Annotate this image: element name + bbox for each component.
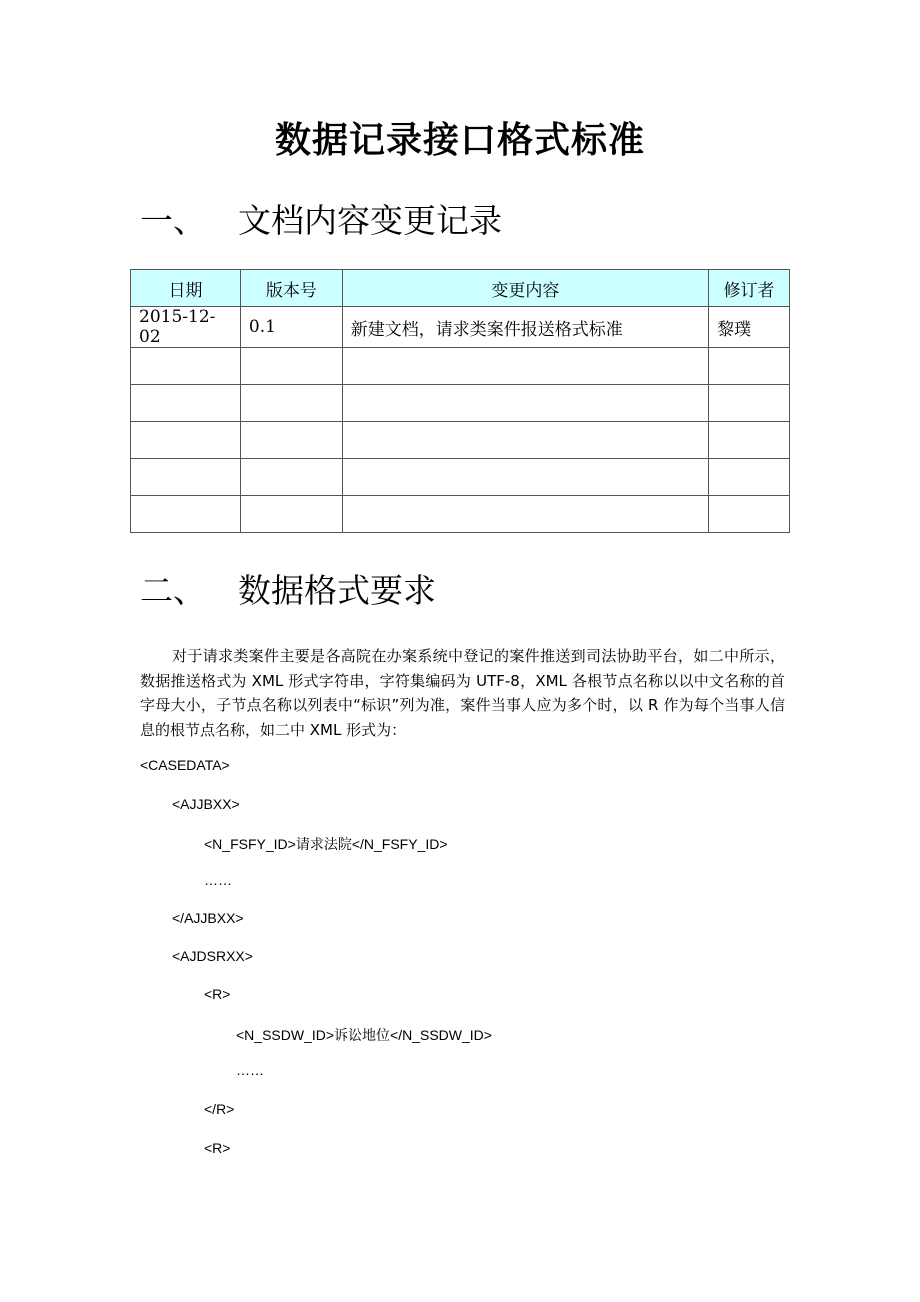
table-cell [240,422,342,459]
xml-line: <CASEDATA> [140,757,230,773]
table-cell [131,385,241,422]
table-cell [240,348,342,385]
xml-line: </AJJBXX> [172,910,244,926]
table-cell [240,496,342,533]
xml-line: <N_SSDW_ID>诉讼地位</N_SSDW_ID> [236,1027,492,1043]
table-cell [131,496,241,533]
table-cell [342,422,708,459]
xml-line: <R> [204,986,231,1002]
section-heading-2 [140,565,436,612]
xml-line: …… [204,872,232,888]
section-number: 二、 [140,571,206,610]
table-row [131,385,790,422]
table-cell [709,348,790,385]
change-log-table [130,269,790,533]
table-cell [342,385,708,422]
header-reviser: 修订者 [709,270,790,307]
xml-line: </R> [204,1101,235,1117]
xml-line: <AJJBXX> [172,796,240,812]
table-cell: 2015-12-02 [131,307,241,348]
table-cell: 0.1 [240,307,342,348]
xml-line: …… [236,1062,264,1078]
header-version: 版本号 [240,270,342,307]
table-cell [342,348,708,385]
table-header-row [131,270,790,307]
table-cell [131,348,241,385]
table-row [131,459,790,496]
table-row [131,307,790,348]
table-cell [709,459,790,496]
table-cell [342,459,708,496]
table-cell: 黎璞 [709,307,790,348]
table-cell [342,496,708,533]
section-title: 文档内容变更记录 [238,201,502,240]
section-title: 数据格式要求 [238,571,436,610]
table-cell [240,459,342,496]
table-cell [240,385,342,422]
table-row [131,422,790,459]
header-date: 日期 [131,270,241,307]
table-row [131,348,790,385]
document-title: 数据记录接口格式标准 [274,119,645,161]
table-row [131,496,790,533]
xml-line: <N_FSFY_ID>请求法院</N_FSFY_ID> [204,836,448,852]
xml-line: <AJDSRXX> [172,948,253,964]
table-cell [709,385,790,422]
section-number: 一、 [140,201,206,240]
body-paragraph: 对于请求类案件主要是各高院在办案系统中登记的案件推送到司法协助平台，如二中所示，数据推送格式为 XML 形式字符串，字符集编码为 UTF-8，XML 各根节点名称以以中文名称的首字母大小，子节点名称以列表中“标识”列为准，案件当事人应为多个时，以 R 作为每个当事人信息的根节点名称，如二中 XML 形式为： [140,647,785,739]
table-cell: 新建文档，请求类案件报送格式标准 [342,307,708,348]
table-cell [709,422,790,459]
table-cell [709,496,790,533]
section-heading-1 [140,195,502,242]
table-cell [131,459,241,496]
header-content: 变更内容 [342,270,708,307]
table-cell [131,422,241,459]
xml-line: <R> [204,1140,231,1156]
